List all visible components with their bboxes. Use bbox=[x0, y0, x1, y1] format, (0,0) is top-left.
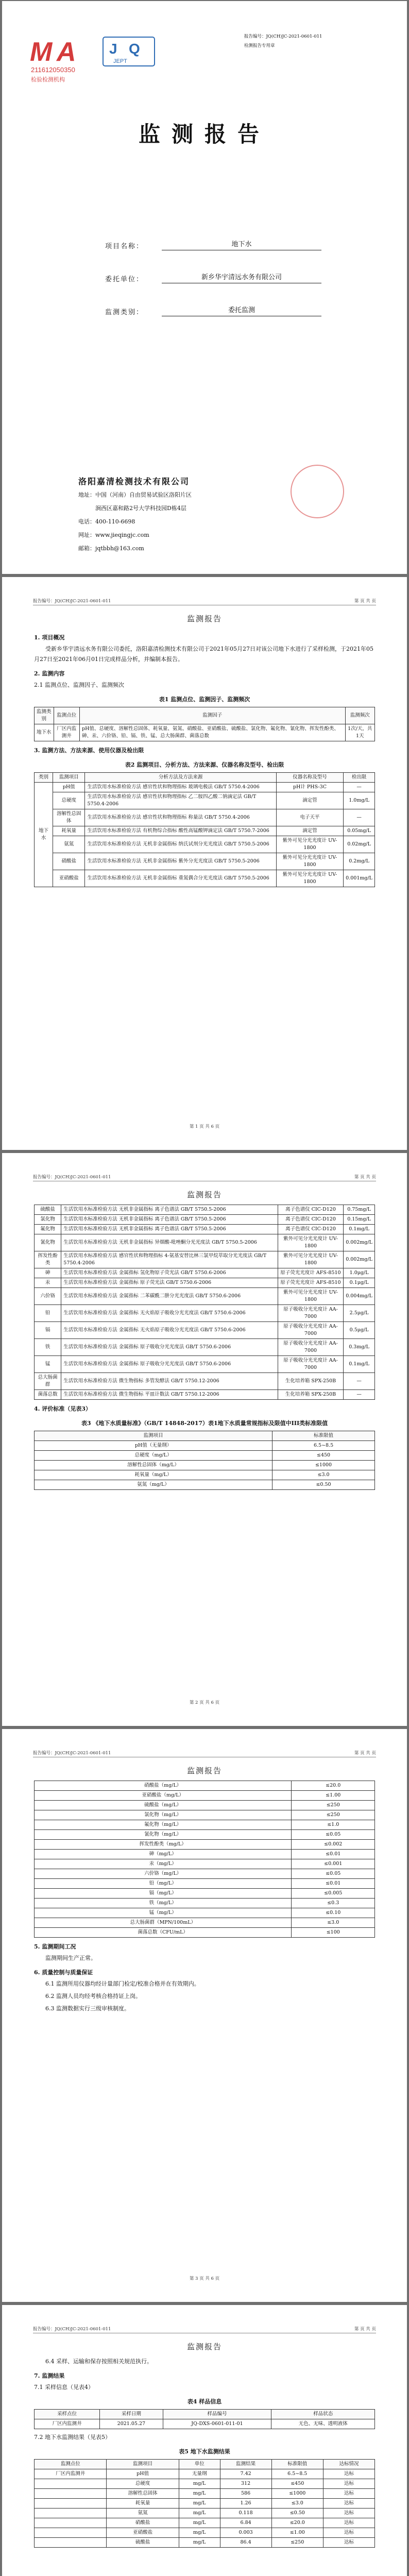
table-row bbox=[35, 1928, 375, 1938]
table-row bbox=[35, 2489, 375, 2499]
table-cell: ≤0.05 bbox=[292, 1869, 375, 1879]
table-row bbox=[35, 1801, 375, 1810]
subsection-heading: 7.2 地下水监测结果（见表5） bbox=[34, 2434, 111, 2441]
page-header: 报告编号：JQ(CH)JC-2021-0601-011 第 页 共 页 bbox=[33, 1175, 376, 1180]
table-cell: 无色、无味、透明液体 bbox=[271, 2419, 375, 2429]
table-cell: 0.3mg/L bbox=[344, 1339, 375, 1356]
section-heading: 7. 监测结果 bbox=[34, 2372, 65, 2379]
section-heading: 1. 项目概况 bbox=[34, 634, 65, 641]
table-cell: 生活饮用水标准检验方法 感官性状和物理指标 4-氨基安替比林三氯甲烷萃取分光光度法 GB/T 5750.4-2006 bbox=[61, 1251, 278, 1268]
table-cell bbox=[35, 2518, 107, 2528]
cover-report-number bbox=[244, 32, 322, 50]
page-title: 监测报告 bbox=[186, 1766, 222, 1775]
table-cell: 离子色谱仪 CIC-D120 bbox=[278, 1205, 343, 1215]
table-cell: 0.002mg/L bbox=[344, 1234, 375, 1251]
table-cell: ≤1000 bbox=[272, 1461, 375, 1470]
table-cell: 2.5μg/L bbox=[344, 1305, 375, 1322]
report-page-2 bbox=[2, 577, 407, 1150]
table-cell: 达标 bbox=[323, 2538, 374, 2548]
section-heading: 2. 监测内容 bbox=[34, 670, 65, 677]
table-header-cell: 样品状态 bbox=[271, 2410, 375, 2419]
table-cell: ≤20.0 bbox=[292, 1781, 375, 1791]
table-cell: 紫外可见分光光度计 UV-1800 bbox=[278, 1234, 343, 1251]
table-cell: 氯化物（mg/L） bbox=[35, 1810, 292, 1820]
table-cell: 汞 bbox=[35, 1278, 61, 1288]
seal-stamp-icon bbox=[291, 465, 344, 518]
table-row bbox=[35, 1225, 375, 1234]
table-header-row bbox=[35, 1431, 375, 1441]
table-cell: 厂区内监测井 bbox=[35, 2419, 100, 2429]
org-address-2: 涧西区嘉和路2号大学科技园D栋4层 bbox=[95, 505, 186, 512]
page-header: 报告编号：JQ(CH)JC-2021-0601-011 第 页 共 页 bbox=[33, 1751, 376, 1756]
table-cell: 0.75mg/L bbox=[344, 1205, 375, 1215]
table-cell: mg/L bbox=[179, 2479, 220, 2489]
table-cell: 离子色谱仪 CIC-D120 bbox=[278, 1215, 343, 1225]
table-cell: 原子吸收分光光度计 AA-7000 bbox=[278, 1322, 343, 1339]
page-title: 监测报告 bbox=[186, 2342, 222, 2351]
table-cell: 耗氧量（mg/L） bbox=[35, 1470, 272, 1480]
table-cell: mg/L bbox=[179, 2538, 220, 2548]
table-cell: 生活饮用水标准检验方法 金属指标 二苯碳酰二肼分光光度法 GB/T 5750.6-2006 bbox=[61, 1288, 278, 1305]
table-cell: mg/L bbox=[179, 2499, 220, 2509]
table-row: 氨氮 生活饮用水标准检验方法 无机非金属指标 纳氏试剂分光光度法 GB/T 5750.5-2006 紫外可见分光光度计 UV-1800 0.02mg/L bbox=[35, 836, 375, 853]
table-row bbox=[35, 1869, 375, 1879]
org-name: 洛阳嘉清检测技术有限公司 bbox=[78, 477, 190, 486]
table-cell: 原子吸收分光光度计 AA-7000 bbox=[278, 1305, 343, 1322]
table-header-cell: 采样点位 bbox=[35, 2410, 100, 2419]
page-footer: 第 3 页 共 6 页 bbox=[189, 2276, 220, 2281]
table-cell: 586 bbox=[220, 2489, 271, 2499]
table-cell: ≤1.00 bbox=[292, 1791, 375, 1801]
report-page-5 bbox=[2, 2305, 407, 2576]
table-header-cell: 标准限值 bbox=[272, 1431, 375, 1441]
table-header-cell: 监测项目 bbox=[107, 2460, 179, 2469]
table-row bbox=[35, 1234, 375, 1251]
table-row bbox=[35, 1390, 375, 1400]
field-project: 项目名称： 地下水 bbox=[105, 217, 321, 250]
section-text: 监测期间生产正常。 bbox=[45, 1955, 96, 1961]
org-tel: 400-110-6698 bbox=[95, 518, 135, 525]
table-row bbox=[35, 1373, 375, 1390]
table-cell: pH值 bbox=[107, 2469, 179, 2479]
table-row bbox=[35, 1461, 375, 1470]
table-row bbox=[35, 1810, 375, 1820]
table-cell: 达标 bbox=[323, 2499, 374, 2509]
table-cell: 溶解性总固体（mg/L） bbox=[35, 1461, 272, 1470]
cover-title: 监测报告 bbox=[138, 122, 270, 147]
table-cell: 生活饮用水标准检验方法 无机非金属指标 离子色谱法 GB/T 5750.5-2006 bbox=[61, 1205, 278, 1215]
methods-table-continued bbox=[34, 1205, 375, 1400]
table-cell: ≤0.10 bbox=[292, 1908, 375, 1918]
table-cell: 离子色谱仪 CIC-D120 bbox=[278, 1225, 343, 1234]
table-cell bbox=[35, 2499, 107, 2509]
svg-text:M: M bbox=[30, 37, 53, 67]
table-caption: 表4 样品信息 bbox=[187, 2398, 222, 2405]
table-header-row bbox=[35, 2410, 375, 2419]
table-cell: ≤1000 bbox=[271, 2489, 323, 2499]
section-heading: 3. 监测方法、方法来源、使用仪器及检出限 bbox=[34, 747, 144, 754]
table-cell: 达标 bbox=[323, 2518, 374, 2528]
table-row bbox=[35, 1830, 375, 1840]
table-cell: 6.84 bbox=[220, 2518, 271, 2528]
table-row bbox=[35, 2469, 375, 2479]
table-cell: 达标 bbox=[323, 2528, 374, 2538]
table-row bbox=[35, 1781, 375, 1791]
table-cell: 0.5μg/L bbox=[344, 1322, 375, 1339]
table-cell: 挥发性酚类（mg/L） bbox=[35, 1840, 292, 1850]
table-cell: 达标 bbox=[323, 2479, 374, 2489]
table-cell: — bbox=[344, 1373, 375, 1390]
table-cell: ≤0.002 bbox=[292, 1840, 375, 1850]
table-row bbox=[35, 1305, 375, 1322]
org-mail: jqtbbh@163.com bbox=[95, 545, 144, 552]
svg-text:211612050350: 211612050350 bbox=[31, 66, 75, 74]
table-cell: ≤0.50 bbox=[271, 2509, 323, 2518]
table-row bbox=[35, 1451, 375, 1461]
table-cell: 生活饮用水标准检验方法 金属指标 无火焰原子吸收分光光度法 GB/T 5750.6-2006 bbox=[61, 1322, 278, 1339]
cma-logo-icon bbox=[26, 31, 165, 93]
table-row bbox=[35, 1899, 375, 1908]
table-cell: ≤0.05 bbox=[292, 1830, 375, 1840]
page-footer: 第 1 页 共 6 页 bbox=[189, 1124, 220, 1129]
table-cell: — bbox=[344, 1390, 375, 1400]
sample-info-table bbox=[34, 2409, 375, 2429]
page-title: 监测报告 bbox=[186, 614, 222, 623]
table-cell: 硫酸盐 bbox=[35, 1205, 61, 1215]
table-cell: 耗氧量 bbox=[107, 2499, 179, 2509]
page-header: 报告编号：JQ(CH)JC-2021-0601-011 第 页 共 页 bbox=[33, 599, 376, 604]
table-cell: mg/L bbox=[179, 2518, 220, 2528]
table-cell: ≤3.0 bbox=[292, 1918, 375, 1928]
table-cell: 总大肠菌群 bbox=[35, 1373, 61, 1390]
table-cell: 紫外可见分光光度计 UV-1800 bbox=[278, 1288, 343, 1305]
table-cell: 氨氮 bbox=[107, 2509, 179, 2518]
table-row bbox=[35, 1480, 375, 1490]
svg-text:检验检测机构: 检验检测机构 bbox=[31, 77, 65, 83]
table-cell: ≤20.0 bbox=[271, 2518, 323, 2528]
table-row bbox=[35, 1850, 375, 1859]
table-row bbox=[35, 1288, 375, 1305]
table-cell: 6.5~8.5 bbox=[271, 2469, 323, 2479]
section-heading: 4. 评价标准（见表3） bbox=[34, 1405, 91, 1412]
table-row bbox=[35, 1441, 375, 1451]
standard-limits-table-continued bbox=[34, 1781, 375, 1938]
table-cell: 生化培养箱 SPX-250B bbox=[278, 1390, 343, 1400]
table-cell: ≤1.0 bbox=[292, 1820, 375, 1830]
table-header-row bbox=[35, 2460, 375, 2469]
table-cell: 汞（mg/L） bbox=[35, 1859, 292, 1869]
page-body bbox=[34, 2357, 375, 2551]
table-cell: 生化培养箱 SPX-250B bbox=[278, 1373, 343, 1390]
table-cell: ≤0.005 bbox=[292, 1889, 375, 1899]
table-cell: 硫酸盐 bbox=[107, 2538, 179, 2548]
table-cell: 镉 bbox=[35, 1322, 61, 1339]
cover-logos bbox=[26, 31, 165, 93]
table-cell: 0.003 bbox=[220, 2528, 271, 2538]
table-header-cell: 监测点位 bbox=[35, 2460, 107, 2469]
table-cell: 总硬度（mg/L） bbox=[35, 1451, 272, 1461]
table-cell bbox=[35, 2489, 107, 2499]
table-row bbox=[35, 1470, 375, 1480]
section-heading: 6. 质量控制与质量保证 bbox=[34, 1969, 93, 1976]
table-cell: ≤3.0 bbox=[271, 2499, 323, 2509]
table-row bbox=[35, 1908, 375, 1918]
table-row: 亚硝酸盐 生活饮用水标准检验方法 无机非金属指标 重氮偶合分光光度法 GB/T 5750.5-2006 紫外可见分光光度计 UV-1800 0.001mg/L bbox=[35, 870, 375, 887]
qc-item: 6.4 采样、运输和保存按照相关规范执行。 bbox=[45, 2358, 152, 2365]
table-cell: 达标 bbox=[323, 2509, 374, 2518]
table-caption: 表3 《地下水质量标准》（GB/T 14848-2017）表1地下水质量常规指标及限值中III类标准限值 bbox=[81, 1420, 328, 1427]
subsection-heading: 7.1 采样信息（见表4） bbox=[34, 2384, 94, 2391]
table-cell: 铅（mg/L） bbox=[35, 1879, 292, 1889]
table-row bbox=[35, 1215, 375, 1225]
org-web: www.jieqingjc.com bbox=[95, 532, 149, 538]
table-cell: ≤0.01 bbox=[292, 1879, 375, 1889]
table-row: 地下水 pH值 生活饮用水标准检验方法 感官性状和物理指标 玻璃电极法 GB/T 5750.4-2006 pH计 PHS-3C — bbox=[35, 783, 375, 792]
table-cell: 原子吸收分光光度计 AA-7000 bbox=[278, 1339, 343, 1356]
report-no: JQ(CH)JC-2021-0601-011 bbox=[266, 34, 322, 39]
table-cell bbox=[35, 2538, 107, 2548]
table-row bbox=[35, 1322, 375, 1339]
cover-organization: 洛阳嘉清检测技术有限公司 地址：中国（河南）自由贸易试验区洛阳片区 涧西区嘉和路2号大学科技园D栋4层 电话：400-110-6698 网址：www.jieqingjc.com 邮箱：jqtbbh@163.com bbox=[78, 475, 346, 555]
table-row bbox=[35, 2479, 375, 2489]
table-row bbox=[35, 1356, 375, 1373]
table-cell: ≤3.0 bbox=[272, 1470, 375, 1480]
page-footer: 第 2 页 共 6 页 bbox=[189, 1700, 220, 1705]
page-title: 监测报告 bbox=[186, 1190, 222, 1199]
table-row bbox=[35, 1889, 375, 1899]
table-cell: 生活饮用水标准检验方法 金属指标 原子吸收分光光度法 GB/T 5750.6-2006 bbox=[61, 1339, 278, 1356]
table-cell: 2021.05.27 bbox=[100, 2419, 163, 2429]
table-row: 耗氧量 生活饮用水标准检验方法 有机物综合指标 酸性高锰酸钾滴定法 GB/T 5750.7-2006 滴定管 0.05mg/L bbox=[35, 826, 375, 836]
section-text: 受新乡华宇清远水务有限公司委托，洛阳嘉清检测技术有限公司于2021年05月27日对该公司地下水进行了采样检测，于2021年05月27日至2021年06月01日完成样品分析，并编制本报告。 bbox=[34, 646, 373, 663]
table-cell: 亚硝酸盐 bbox=[107, 2528, 179, 2538]
table-cell: 1.0μg/L bbox=[344, 1268, 375, 1278]
page-body bbox=[34, 629, 375, 890]
field-type: 监测类别： 委托监测 bbox=[105, 283, 321, 316]
table-cell: ≤250 bbox=[292, 1801, 375, 1810]
svg-text:Q: Q bbox=[129, 41, 140, 57]
section-heading: 5. 监测期间工况 bbox=[34, 1943, 76, 1950]
table-row bbox=[35, 1278, 375, 1288]
standard-limits-table bbox=[34, 1431, 375, 1490]
table-cell: mg/L bbox=[179, 2528, 220, 2538]
table-row bbox=[35, 1339, 375, 1356]
table-cell: 总硬度 bbox=[107, 2479, 179, 2489]
table-cell: pH值（无量纲） bbox=[35, 1441, 272, 1451]
table-cell: ≤0.50 bbox=[272, 1480, 375, 1490]
table-cell: 铅 bbox=[35, 1305, 61, 1322]
table-header-row: 类别 监测项目 分析方法及方法来源 仪器名称及型号 检出限 bbox=[35, 773, 375, 783]
table-cell: 硫酸盐（mg/L） bbox=[35, 1801, 292, 1810]
table-row bbox=[35, 1205, 375, 1215]
table-cell: 硝酸盐（mg/L） bbox=[35, 1781, 292, 1791]
table-cell: 厂区内监测井 bbox=[35, 2469, 107, 2479]
table-header-cell: 采样日期 bbox=[100, 2410, 163, 2419]
table-row bbox=[35, 2538, 375, 2548]
table-cell: 1.26 bbox=[220, 2499, 271, 2509]
table-cell: 亚硝酸盐（mg/L） bbox=[35, 1791, 292, 1801]
qc-item: 6.1 监测所用仪器均经计量部门检定/校准合格并在有效期内。 bbox=[45, 1980, 200, 1987]
table-cell: 0.118 bbox=[220, 2509, 271, 2518]
table-cell: 砷（mg/L） bbox=[35, 1850, 292, 1859]
table-cell: 原子吸收分光光度计 AA-7000 bbox=[278, 1356, 343, 1373]
report-no-label: 报告编号： bbox=[244, 34, 266, 39]
table-row bbox=[35, 2518, 375, 2528]
table-cell: 硝酸盐 bbox=[107, 2518, 179, 2528]
table-cell: 菌落总数（CFU/mL） bbox=[35, 1928, 292, 1938]
table-cell: 生活饮用水标准检验方法 金属指标 原子吸收分光光度法 GB/T 5750.6-2006 bbox=[61, 1356, 278, 1373]
field-client: 委托单位： 新乡华宇清远水务有限公司 bbox=[105, 250, 321, 283]
table-row bbox=[35, 2499, 375, 2509]
table-row: 地下水 厂区内监测井 pH值、总硬度、溶解性总固体、耗氧量、氨氮、硝酸盐、亚硝酸盐、硫酸盐、氯化物、氟化物、氰化物、挥发性酚类、砷、汞、六价铬、铅、镉、铁、锰、总大肠菌群、菌落总数 1次/天，共1天 bbox=[35, 724, 375, 741]
table-cell: ≤0.001 bbox=[292, 1859, 375, 1869]
table-cell: 溶解性总固体 bbox=[107, 2489, 179, 2499]
table-cell: ≤0.3 bbox=[292, 1899, 375, 1908]
table-cell: 镉（mg/L） bbox=[35, 1889, 292, 1899]
table-header-cell: 标准限值 bbox=[271, 2460, 323, 2469]
table-cell: 6.5~8.5 bbox=[272, 1441, 375, 1451]
table-row bbox=[35, 1251, 375, 1268]
table-cell: 六价铬（mg/L） bbox=[35, 1869, 292, 1879]
table-cell: 铁（mg/L） bbox=[35, 1899, 292, 1908]
table-cell: mg/L bbox=[179, 2509, 220, 2518]
table-caption: 表2 监测项目、分析方法、方法来源、仪器名称及型号、检出限 bbox=[125, 761, 284, 768]
table-header-cell: 单位 bbox=[179, 2460, 220, 2469]
table-cell: 砷 bbox=[35, 1268, 61, 1278]
table-cell bbox=[35, 2509, 107, 2518]
table-row bbox=[35, 2419, 375, 2429]
table-cell: 生活饮用水标准检验方法 无机非金属指标 离子色谱法 GB/T 5750.5-2006 bbox=[61, 1215, 278, 1225]
table-row bbox=[35, 2528, 375, 2538]
table-cell: 氟化物（mg/L） bbox=[35, 1820, 292, 1830]
table-cell bbox=[35, 2479, 107, 2489]
table-cell: 原子荧光光度计 AFS-8510 bbox=[278, 1268, 343, 1278]
cma-label: 检测报告专用章 bbox=[244, 43, 275, 48]
table-cell: 铁 bbox=[35, 1339, 61, 1356]
table-row: 溶解性总固体 生活饮用水标准检验方法 感官性状和物理指标 称量法 GB/T 5750.4-2006 电子天平 — bbox=[35, 809, 375, 826]
table-cell: ≤250 bbox=[292, 1810, 375, 1820]
svg-text:JEPT: JEPT bbox=[113, 58, 127, 64]
table-header-row: 监测类别 监测点位 监测因子 监测频次 bbox=[35, 707, 375, 724]
org-address: 中国（河南）自由贸易试验区洛阳片区 bbox=[95, 492, 192, 498]
table-cell: 无量纲 bbox=[179, 2469, 220, 2479]
table-cell: 生活饮用水标准检验方法 微生物指标 平皿计数法 GB/T 5750.12-2006 bbox=[61, 1390, 278, 1400]
table-header-cell: 样品编号 bbox=[163, 2410, 271, 2419]
table-row: 总硬度 生活饮用水标准检验方法 感官性状和物理指标 乙二胺四乙酸二钠滴定法 GB/T 5750.4-2006 滴定管 1.0mg/L bbox=[35, 792, 375, 809]
page-header: 报告编号：JQ(CH)JC-2021-0601-011 第 页 共 页 bbox=[33, 2327, 376, 2332]
svg-text:J: J bbox=[109, 41, 117, 57]
report-page-4 bbox=[2, 1729, 407, 2302]
table-cell: 生活饮用水标准检验方法 金属指标 氢化物原子荧光法 GB/T 5750.6-2006 bbox=[61, 1268, 278, 1278]
table-cell: 锰（mg/L） bbox=[35, 1908, 292, 1918]
table-cell: JQ-DXS-0601-011-01 bbox=[163, 2419, 271, 2429]
table-row bbox=[35, 1268, 375, 1278]
table-cell: 氯化物 bbox=[35, 1215, 61, 1225]
table-header-cell: 监测项目 bbox=[35, 1431, 272, 1441]
table-row bbox=[35, 1879, 375, 1889]
table-cell: ≤250 bbox=[271, 2538, 323, 2548]
table-cell: 生活饮用水标准检验方法 金属指标 无火焰原子吸收分光光度法 GB/T 5750.6-2006 bbox=[61, 1305, 278, 1322]
table-cell: 0.004mg/L bbox=[344, 1288, 375, 1305]
report-page-3 bbox=[2, 1153, 407, 1726]
cover-fields bbox=[105, 217, 321, 316]
table-cell: 0.1μg/L bbox=[344, 1278, 375, 1288]
table-cell: 总大肠菌群（MPN/100mL） bbox=[35, 1918, 292, 1928]
table-cell: 0.002mg/L bbox=[344, 1251, 375, 1268]
table-cell: 氰化物（mg/L） bbox=[35, 1830, 292, 1840]
table-cell: 达标 bbox=[323, 2489, 374, 2499]
table-cell: 锰 bbox=[35, 1356, 61, 1373]
results-table bbox=[34, 2459, 375, 2548]
table-cell: 0.1mg/L bbox=[344, 1225, 375, 1234]
table-cell: 氰化物 bbox=[35, 1234, 61, 1251]
table-cell: 生活饮用水标准检验方法 无机非金属指标 异烟酸-吡唑酮分光光度法 GB/T 5750.5-2006 bbox=[61, 1234, 278, 1251]
qc-item: 6.3 监测数据实行三级审核制度。 bbox=[45, 2005, 130, 2012]
page-body bbox=[34, 1205, 375, 1493]
table-cell: 挥发性酚类 bbox=[35, 1251, 61, 1268]
table-cell: mg/L bbox=[179, 2489, 220, 2499]
table-row bbox=[35, 2509, 375, 2518]
table-cell bbox=[35, 2528, 107, 2538]
table-header-cell: 达标情况 bbox=[323, 2460, 374, 2469]
table-cell: 菌落总数 bbox=[35, 1390, 61, 1400]
page-body bbox=[34, 1781, 375, 2016]
qc-item: 6.2 监测人员均经考核合格持证上岗。 bbox=[45, 1993, 141, 1999]
table-cell: ≤450 bbox=[271, 2479, 323, 2489]
table-cell: 紫外可见分光光度计 UV-1800 bbox=[278, 1251, 343, 1268]
table-cell: 86.4 bbox=[220, 2538, 271, 2548]
table-cell: 312 bbox=[220, 2479, 271, 2489]
subsection-heading: 2.1 监测点位、监测因子、监测频次 bbox=[34, 682, 124, 688]
table-row bbox=[35, 1918, 375, 1928]
methods-table bbox=[34, 772, 375, 887]
table-cell: 生活饮用水标准检验方法 微生物指标 多管发酵法 GB/T 5750.12-2006 bbox=[61, 1373, 278, 1390]
table-row: 硝酸盐 生活饮用水标准检验方法 无机非金属指标 紫外分光光度法 GB/T 5750.5-2006 紫外可见分光光度计 UV-1800 0.2mg/L bbox=[35, 853, 375, 870]
table-caption: 表1 监测点位、监测因子、监测频次 bbox=[159, 696, 250, 703]
table-cell: 六价铬 bbox=[35, 1288, 61, 1305]
table-header-cell: 监测结果 bbox=[220, 2460, 271, 2469]
table-cell: 原子荧光光度计 AFS-8510 bbox=[278, 1278, 343, 1288]
table-row bbox=[35, 1859, 375, 1869]
svg-text:A: A bbox=[57, 37, 76, 67]
table-cell: 氨氮（mg/L） bbox=[35, 1480, 272, 1490]
table-caption: 表5 地下水监测结果 bbox=[179, 2448, 230, 2455]
table-cell: 生活饮用水标准检验方法 无机非金属指标 离子色谱法 GB/T 5750.5-2006 bbox=[61, 1225, 278, 1234]
table-cell: 生活饮用水标准检验方法 金属指标 原子荧光法 GB/T 5750.6-2006 bbox=[61, 1278, 278, 1288]
table-cell: ≤1.00 bbox=[271, 2528, 323, 2538]
table-row bbox=[35, 1791, 375, 1801]
table-row bbox=[35, 1820, 375, 1830]
monitoring-points-table bbox=[34, 707, 375, 741]
table-cell: ≤450 bbox=[272, 1451, 375, 1461]
cover-page bbox=[2, 1, 407, 574]
table-cell: 0.1mg/L bbox=[344, 1356, 375, 1373]
table-cell: 7.42 bbox=[220, 2469, 271, 2479]
table-cell: 达标 bbox=[323, 2469, 374, 2479]
table-cell: ≤100 bbox=[292, 1928, 375, 1938]
table-cell: ≤0.01 bbox=[292, 1850, 375, 1859]
table-cell: 氟化物 bbox=[35, 1225, 61, 1234]
table-cell: 0.15mg/L bbox=[344, 1215, 375, 1225]
table-row bbox=[35, 1840, 375, 1850]
